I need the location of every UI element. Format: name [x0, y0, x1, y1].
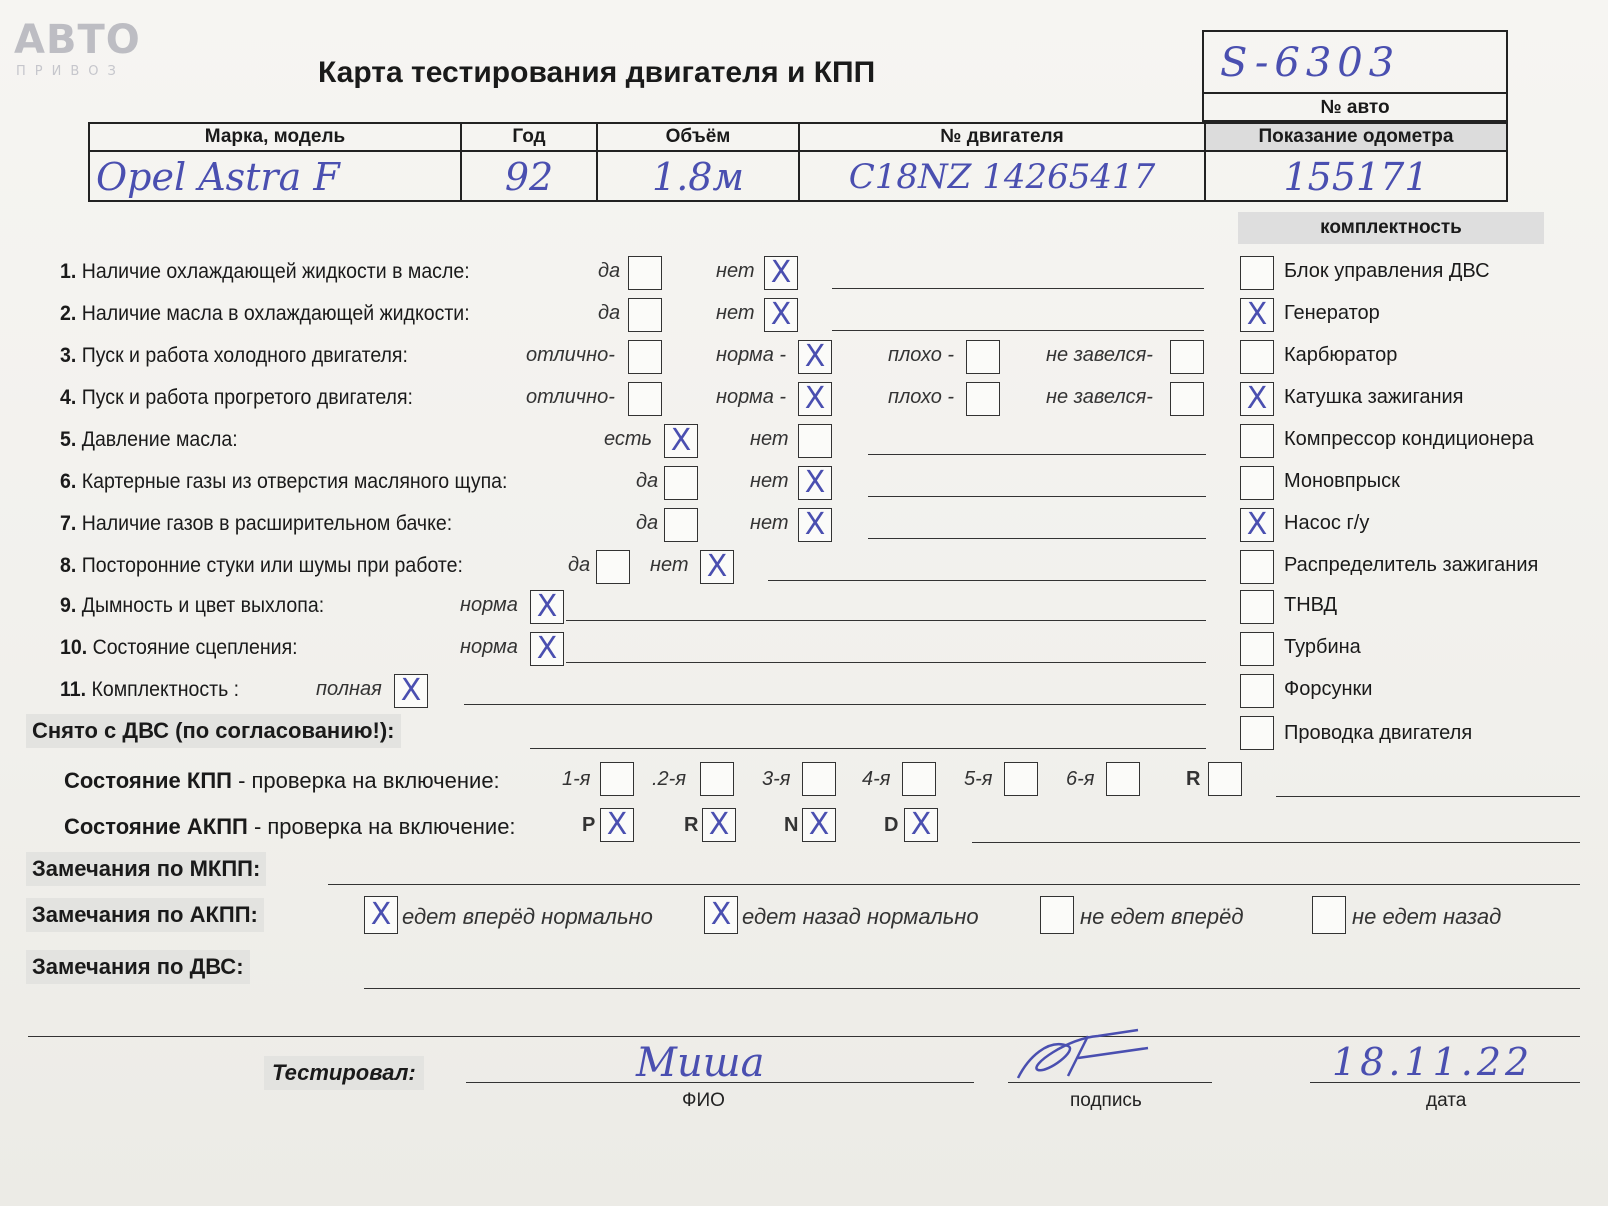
- row-label: Наличие охлаждающей жидкости в масле:: [81, 260, 470, 283]
- option-label: нет: [750, 470, 789, 492]
- tester-name: Миша: [636, 1040, 765, 1086]
- check-row-5: [60, 428, 238, 452]
- date-caption: дата: [1426, 1090, 1467, 1111]
- x-mark-icon: X: [804, 339, 826, 374]
- kpp-subtitle: - проверка на включение:: [231, 768, 500, 793]
- completeness-label: Карбюратор: [1284, 344, 1398, 366]
- test-date: 18.11.22: [1332, 1040, 1534, 1084]
- fill-line: [364, 988, 1580, 989]
- x-mark-icon: X: [804, 507, 826, 542]
- x-mark-icon: X: [770, 297, 792, 332]
- row-number: 10.: [60, 636, 88, 659]
- x-mark-icon: X: [808, 807, 830, 842]
- completeness-label: Форсунки: [1284, 678, 1373, 700]
- row-number: 2.: [60, 302, 77, 325]
- checkbox-knocks-yes[interactable]: [596, 550, 630, 584]
- checkbox-ignition-coil[interactable]: [1240, 382, 1274, 416]
- completeness-label: Насос г/у: [1284, 512, 1370, 534]
- x-mark-icon: X: [400, 673, 422, 708]
- option-label: отлично-: [526, 344, 615, 366]
- x-mark-icon: X: [1246, 381, 1268, 416]
- kpp-title: Состояние КПП: [64, 768, 232, 793]
- completeness-header: комплектность: [1238, 212, 1544, 244]
- option-label: нет: [716, 260, 755, 282]
- row-number: 1.: [60, 260, 77, 283]
- gear-label: 5-я: [964, 768, 993, 790]
- completeness-label: Проводка двигателя: [1284, 722, 1473, 744]
- gear-label: N: [784, 814, 799, 836]
- value-engine-number: C18NZ 14265417: [800, 152, 1206, 200]
- fill-line: [868, 496, 1206, 497]
- checkbox-carburetor[interactable]: [1240, 340, 1274, 374]
- fill-line: [566, 662, 1206, 663]
- kpp-label: [64, 768, 500, 794]
- checkbox-gear-r[interactable]: [1208, 762, 1242, 796]
- checkbox-no-reverse[interactable]: [1312, 896, 1346, 934]
- checkbox-gear-2[interactable]: [700, 762, 734, 796]
- row-label: Пуск и работа холодного двигателя:: [81, 344, 408, 367]
- option-label: да: [598, 302, 621, 324]
- checkbox-no-forward[interactable]: [1040, 896, 1074, 934]
- logo-subtitle: ПРИВОЗ: [16, 64, 125, 79]
- row-label: Наличие газов в расширительном бачке:: [81, 512, 453, 535]
- checkbox-expansion-tank-gas-yes[interactable]: [664, 508, 698, 542]
- check-row-9: [60, 594, 324, 618]
- checkbox-generator[interactable]: [1240, 298, 1274, 332]
- checkbox-warm-start-bad[interactable]: [966, 382, 1000, 416]
- x-mark-icon: X: [804, 381, 826, 416]
- option-label: нет: [716, 302, 755, 324]
- gear-label: D: [884, 814, 899, 836]
- option-label: да: [636, 512, 659, 534]
- checkbox-engine-wiring[interactable]: [1240, 716, 1274, 750]
- option-label: плохо -: [888, 344, 955, 366]
- completeness-label: Турбина: [1284, 636, 1361, 658]
- remarks-mkpp-label: Замечания по МКПП:: [26, 852, 266, 886]
- row-number: 8.: [60, 554, 77, 577]
- checkbox-exhaust-normal[interactable]: [530, 590, 564, 624]
- check-row-8: [60, 554, 463, 578]
- checkbox-gear-4[interactable]: [902, 762, 936, 796]
- akpp-option-label: не едет назад: [1352, 904, 1502, 929]
- option-label: есть: [604, 428, 653, 450]
- remarks-akpp-label: Замечания по АКПП:: [26, 898, 264, 932]
- checkbox-clutch-normal[interactable]: [530, 632, 564, 666]
- option-label: да: [636, 470, 659, 492]
- removed-label: Снято с ДВС (по согласованию!):: [26, 714, 401, 748]
- akpp-subtitle: - проверка на включение:: [247, 814, 516, 839]
- completeness-label: ТНВД: [1284, 594, 1338, 616]
- fill-line: [1276, 796, 1580, 797]
- row-number: 9.: [60, 594, 77, 617]
- checkbox-turbo[interactable]: [1240, 632, 1274, 666]
- gear-label: R: [1186, 768, 1201, 790]
- akpp-option-label: не едет вперёд: [1080, 904, 1244, 929]
- x-mark-icon: X: [670, 423, 692, 458]
- option-label: норма: [460, 636, 518, 658]
- fill-line: [1310, 1082, 1580, 1083]
- header-engine-number: № двигателя: [800, 124, 1206, 152]
- x-mark-icon: X: [706, 549, 728, 584]
- row-label: Картерные газы из отверстия масляного щупа:: [81, 470, 508, 493]
- row-number: 3.: [60, 344, 77, 367]
- checkbox-completeness-full[interactable]: [394, 674, 428, 708]
- gear-label: 3-я: [762, 768, 791, 790]
- row-label: Давление масла:: [81, 428, 238, 451]
- checkbox-knocks-no[interactable]: [700, 550, 734, 584]
- option-label: нет: [650, 554, 689, 576]
- checkbox-akpp-d[interactable]: [904, 808, 938, 842]
- check-row-3: [60, 344, 408, 368]
- completeness-label: Генератор: [1284, 302, 1380, 324]
- row-label: Пуск и работа прогретого двигателя:: [81, 386, 413, 409]
- checkbox-coolant-in-oil-no[interactable]: [764, 256, 798, 290]
- checkbox-gear-6[interactable]: [1106, 762, 1140, 796]
- checkbox-akpp-r[interactable]: [702, 808, 736, 842]
- akpp-label: [64, 814, 516, 840]
- checkbox-crankcase-gas-yes[interactable]: [664, 466, 698, 500]
- signature-caption: подпись: [1070, 1090, 1142, 1111]
- x-mark-icon: X: [770, 255, 792, 290]
- row-number: 7.: [60, 512, 77, 535]
- option-label: норма: [460, 594, 518, 616]
- x-mark-icon: X: [536, 631, 558, 666]
- signature: [1008, 1018, 1158, 1088]
- checkbox-expansion-tank-gas-no[interactable]: [798, 508, 832, 542]
- auto-number-box: [1202, 30, 1508, 122]
- header-volume: Объём: [598, 124, 800, 152]
- checkbox-cold-start-normal[interactable]: [798, 340, 832, 374]
- row-label: Дымность и цвет выхлопа:: [81, 594, 325, 617]
- fill-line: [832, 330, 1204, 331]
- row-label: Состояние сцепления:: [92, 636, 298, 659]
- x-mark-icon: X: [370, 897, 392, 932]
- tested-by-label: Тестировал:: [264, 1056, 424, 1090]
- checkbox-warm-start-excellent[interactable]: [628, 382, 662, 416]
- value-year: 92: [462, 152, 598, 200]
- x-mark-icon: X: [804, 465, 826, 500]
- row-label: Комплектность :: [91, 678, 240, 701]
- row-label: Наличие масла в охлаждающей жидкости:: [81, 302, 470, 325]
- checkbox-injectors[interactable]: [1240, 674, 1274, 708]
- check-row-11: [60, 678, 239, 702]
- option-label: не завелся-: [1046, 386, 1153, 408]
- option-label: полная: [316, 678, 382, 700]
- checkbox-distributor[interactable]: [1240, 550, 1274, 584]
- option-label: нет: [750, 512, 789, 534]
- checkbox-forward-ok[interactable]: [364, 896, 398, 934]
- x-mark-icon: X: [536, 589, 558, 624]
- fill-line: [566, 620, 1206, 621]
- fill-line: [466, 1082, 974, 1083]
- option-label: нет: [750, 428, 789, 450]
- fill-line: [530, 748, 1206, 749]
- check-row-6: [60, 470, 507, 494]
- gear-label: R: [684, 814, 699, 836]
- checkbox-injection-pump[interactable]: [1240, 590, 1274, 624]
- name-caption: ФИО: [682, 1090, 725, 1111]
- akpp-option-label: едет вперёд нормально: [402, 904, 653, 929]
- fill-line: [868, 538, 1206, 539]
- checkbox-ac-compressor[interactable]: [1240, 424, 1274, 458]
- gear-label: 4-я: [862, 768, 891, 790]
- checkbox-warm-start-normal[interactable]: [798, 382, 832, 416]
- option-label: норма -: [716, 344, 787, 366]
- checkbox-ecu[interactable]: [1240, 256, 1274, 290]
- checkbox-reverse-ok[interactable]: [704, 896, 738, 934]
- auto-number-label: № авто: [1204, 92, 1506, 122]
- option-label: не завелся-: [1046, 344, 1153, 366]
- fill-line: [328, 884, 1580, 885]
- checkbox-akpp-n[interactable]: [802, 808, 836, 842]
- x-mark-icon: X: [1246, 507, 1268, 542]
- x-mark-icon: X: [1246, 297, 1268, 332]
- option-label: отлично-: [526, 386, 615, 408]
- vehicle-table: [88, 122, 1508, 202]
- value-volume: 1.8м: [598, 152, 800, 200]
- page-title: Карта тестирования двигателя и КПП: [318, 56, 876, 89]
- checkbox-oil-in-coolant-yes[interactable]: [628, 298, 662, 332]
- check-row-7: [60, 512, 452, 536]
- remarks-dvs-label: Замечания по ДВС:: [26, 950, 250, 984]
- checkbox-oil-pressure-yes[interactable]: [664, 424, 698, 458]
- checkbox-power-steering-pump[interactable]: [1240, 508, 1274, 542]
- fill-line: [972, 842, 1580, 843]
- fill-line: [464, 704, 1206, 705]
- fill-line: [28, 1036, 1580, 1037]
- x-mark-icon: X: [910, 807, 932, 842]
- check-row-4: [60, 386, 413, 410]
- check-row-1: [60, 260, 470, 284]
- option-label: да: [568, 554, 591, 576]
- row-label: Посторонние стуки или шумы при работе:: [81, 554, 463, 577]
- value-odometer: 155171: [1283, 155, 1429, 199]
- completeness-label: Компрессор кондиционера: [1284, 428, 1534, 450]
- checkbox-oil-pressure-no[interactable]: [798, 424, 832, 458]
- gear-label: P: [582, 814, 596, 836]
- header-year: Год: [462, 124, 598, 152]
- checkbox-cold-start-bad[interactable]: [966, 340, 1000, 374]
- x-mark-icon: X: [606, 807, 628, 842]
- fill-line: [1008, 1082, 1212, 1083]
- completeness-label: Катушка зажигания: [1284, 386, 1464, 408]
- checkbox-gear-5[interactable]: [1004, 762, 1038, 796]
- check-row-10: [60, 636, 298, 660]
- checkbox-coolant-in-oil-yes[interactable]: [628, 256, 662, 290]
- value-model: Opel Astra F: [90, 152, 462, 200]
- header-model: Марка, модель: [90, 124, 462, 152]
- checkbox-warm-start-no-start[interactable]: [1170, 382, 1204, 416]
- row-number: 5.: [60, 428, 77, 451]
- gear-label: 1-я: [562, 768, 591, 790]
- row-number: 11.: [60, 678, 87, 701]
- checkbox-oil-in-coolant-no[interactable]: [764, 298, 798, 332]
- logo: АВТО: [14, 17, 141, 63]
- row-number: 6.: [60, 470, 77, 493]
- option-label: норма -: [716, 386, 787, 408]
- fill-line: [768, 580, 1206, 581]
- akpp-title: Состояние АКПП: [64, 814, 248, 839]
- gear-label: 6-я: [1066, 768, 1095, 790]
- fill-line: [832, 288, 1204, 289]
- completeness-label: Моновпрыск: [1284, 470, 1400, 492]
- akpp-option-label: едет назад нормально: [742, 904, 979, 929]
- checkbox-akpp-p[interactable]: [600, 808, 634, 842]
- checkbox-crankcase-gas-no[interactable]: [798, 466, 832, 500]
- auto-number: S-6303: [1220, 40, 1401, 86]
- x-mark-icon: X: [708, 807, 730, 842]
- header-odometer: Показание одометра: [1206, 124, 1506, 152]
- checkbox-gear-3[interactable]: [802, 762, 836, 796]
- checkbox-cold-start-no-start[interactable]: [1170, 340, 1204, 374]
- fill-line: [868, 454, 1206, 455]
- check-row-2: [60, 302, 470, 326]
- completeness-label: Блок управления ДВС: [1284, 260, 1490, 282]
- checkbox-mono-injection[interactable]: [1240, 466, 1274, 500]
- gear-label: .2-я: [652, 768, 687, 790]
- checkbox-gear-1[interactable]: [600, 762, 634, 796]
- checkbox-cold-start-excellent[interactable]: [628, 340, 662, 374]
- x-mark-icon: X: [710, 897, 732, 932]
- row-number: 4.: [60, 386, 77, 409]
- option-label: плохо -: [888, 386, 955, 408]
- option-label: да: [598, 260, 621, 282]
- completeness-label: Распределитель зажигания: [1284, 554, 1539, 576]
